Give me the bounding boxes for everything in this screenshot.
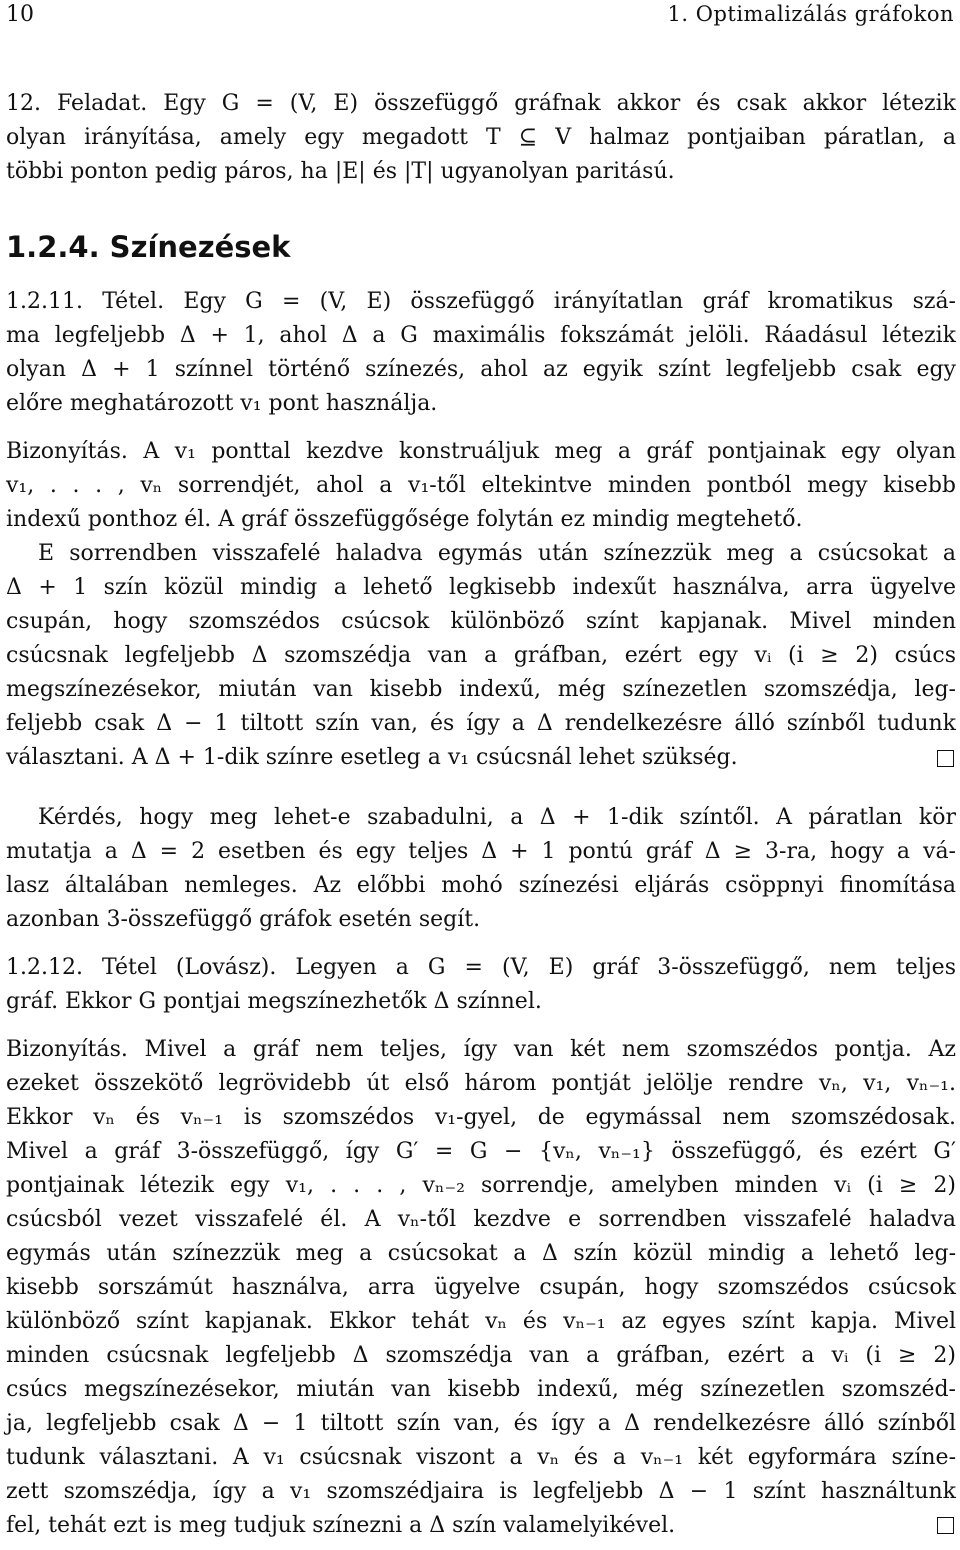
section-heading: 1.2.4. Színezések	[6, 230, 291, 264]
remark-line: azonban 3-összefüggő gráfok esetén segít.	[6, 907, 481, 932]
running-title: 1. Optimalizálás gráfokon	[667, 2, 954, 26]
proof-2-line: Ekkor vₙ és vₙ₋₁ is szomszédos v₁-gyel, de egymással nem szomszédosak.	[6, 1105, 956, 1130]
proof-2-line: csúcs megszínezésekor, miután van kisebb indexű, még színezetlen szomszéd-	[6, 1377, 956, 1402]
proof-2-line: csúcsból vezet visszafelé él. A vₙ-től kezdve e sorrendben visszafelé haladva	[6, 1207, 956, 1232]
proof-2-line: pontjainak létezik egy v₁, . . . , vₙ₋₂ sorrendje, amelyben minden vᵢ (i ≥ 2)	[6, 1173, 956, 1198]
proof-2-line: ja, legfeljebb csak Δ − 1 tiltott szín van, és így a Δ rendelkezésre álló színből	[6, 1411, 956, 1436]
proof-2-line: Mivel a gráf 3-összefüggő, így G′ = G − {vₙ, vₙ₋₁} összefüggő, és ezért G′	[6, 1139, 956, 1164]
proof-line: Δ + 1 szín közül mindig a lehető legkisebb indexűt használva, arra ügyelve	[6, 575, 956, 600]
theorem-1-2-12-line: 1.2.12. Tétel (Lovász). Legyen a G = (V, E) gráf 3-összefüggő, nem teljes	[6, 955, 956, 980]
proof-2-line: kisebb sorszámút használva, arra ügyelve csupán, hogy szomszédos csúcsok	[6, 1275, 956, 1300]
exercise-12-line: olyan irányítása, amely egy megadott T ⊆ V halmaz pontjaiban páratlan, a	[6, 125, 956, 150]
qed-symbol	[937, 750, 954, 767]
proof-line: választani. A Δ + 1-dik színre esetleg a v₁ csúcsnál lehet szükség.	[6, 745, 738, 770]
proof-2-line: tudunk választani. A v₁ csúcsnak viszont a vₙ és a vₙ₋₁ két egyformára színe-	[6, 1445, 956, 1470]
exercise-12-line: 12. Feladat. Egy G = (V, E) összefüggő gráfnak akkor és csak akkor létezik	[6, 91, 956, 116]
proof-line: megszínezésekor, miután van kisebb indexű, még színezetlen szomszédja, leg-	[6, 677, 956, 702]
theorem-1-2-11-line: olyan Δ + 1 színnel történő színezés, ahol az egyik színt legfeljebb csak egy	[6, 357, 956, 382]
proof-2-line: fel, tehát ezt is meg tudjuk színezni a Δ szín valamelyikével.	[6, 1513, 676, 1538]
proof-2-line: Bizonyítás. Mivel a gráf nem teljes, így van két nem szomszédos pontja. Az	[6, 1037, 956, 1062]
remark-line: lasz általában nemleges. Az előbbi mohó színezési eljárás csöppnyi finomítása	[6, 873, 956, 898]
page-number: 10	[6, 2, 34, 27]
proof-line: v₁, . . . , vₙ sorrendjét, ahol a v₁-től eltekintve minden pontból megy kisebb	[6, 473, 956, 498]
remark-line: Kérdés, hogy meg lehet-e szabadulni, a Δ + 1-dik színtől. A páratlan kör	[38, 805, 956, 830]
proof-2-line: minden csúcsnak legfeljebb Δ szomszédja van a gráfban, ezért a vᵢ (i ≥ 2)	[6, 1343, 956, 1368]
proof-2-line: ezeket összekötő legrövidebb út első három pontját jelölje rendre vₙ, v₁, vₙ₋₁.	[6, 1071, 956, 1096]
proof-2-line: zett szomszédja, így a v₁ szomszédjaira is legfeljebb Δ − 1 színt használtunk	[6, 1479, 956, 1504]
proof-line: E sorrendben visszafelé haladva egymás után színezzük meg a csúcsokat a	[38, 541, 956, 566]
qed-symbol	[937, 1517, 954, 1534]
theorem-1-2-11-line: 1.2.11. Tétel. Egy G = (V, E) összefüggő irányítatlan gráf kromatikus szá-	[6, 289, 956, 314]
exercise-12-line: többi ponton pedig páros, ha |E| és |T| ugyanolyan paritású.	[6, 159, 675, 184]
proof-2-line: egymás után színezzük meg a csúcsokat a Δ szín közül mindig a lehető leg-	[6, 1241, 956, 1266]
proof-line: Bizonyítás. A v₁ ponttal kezdve konstruáljuk meg a gráf pontjainak egy olyan	[6, 439, 956, 464]
proof-line: indexű ponthoz él. A gráf összefüggősége folytán ez mindig megtehető.	[6, 507, 803, 532]
theorem-1-2-12-line: gráf. Ekkor G pontjai megszínezhetők Δ színnel.	[6, 989, 542, 1014]
theorem-1-2-11-line: előre meghatározott v₁ pont használja.	[6, 391, 438, 416]
proof-line: feljebb csak Δ − 1 tiltott szín van, és így a Δ rendelkezésre álló színből tudunk	[6, 711, 956, 736]
proof-line: csupán, hogy szomszédos csúcsok különböző színt kapjanak. Mivel minden	[6, 609, 956, 634]
proof-line: csúcsnak legfeljebb Δ szomszédja van a gráfban, ezért egy vᵢ (i ≥ 2) csúcs	[6, 643, 956, 668]
proof-2-line: különböző színt kapjanak. Ekkor tehát vₙ és vₙ₋₁ az egyes színt kapja. Mivel	[6, 1309, 956, 1334]
remark-line: mutatja a Δ = 2 esetben és egy teljes Δ + 1 pontú gráf Δ ≥ 3-ra, hogy a vá-	[6, 839, 956, 864]
theorem-1-2-11-line: ma legfeljebb Δ + 1, ahol Δ a G maximális fokszámát jelöli. Ráadásul létezik	[6, 323, 956, 348]
